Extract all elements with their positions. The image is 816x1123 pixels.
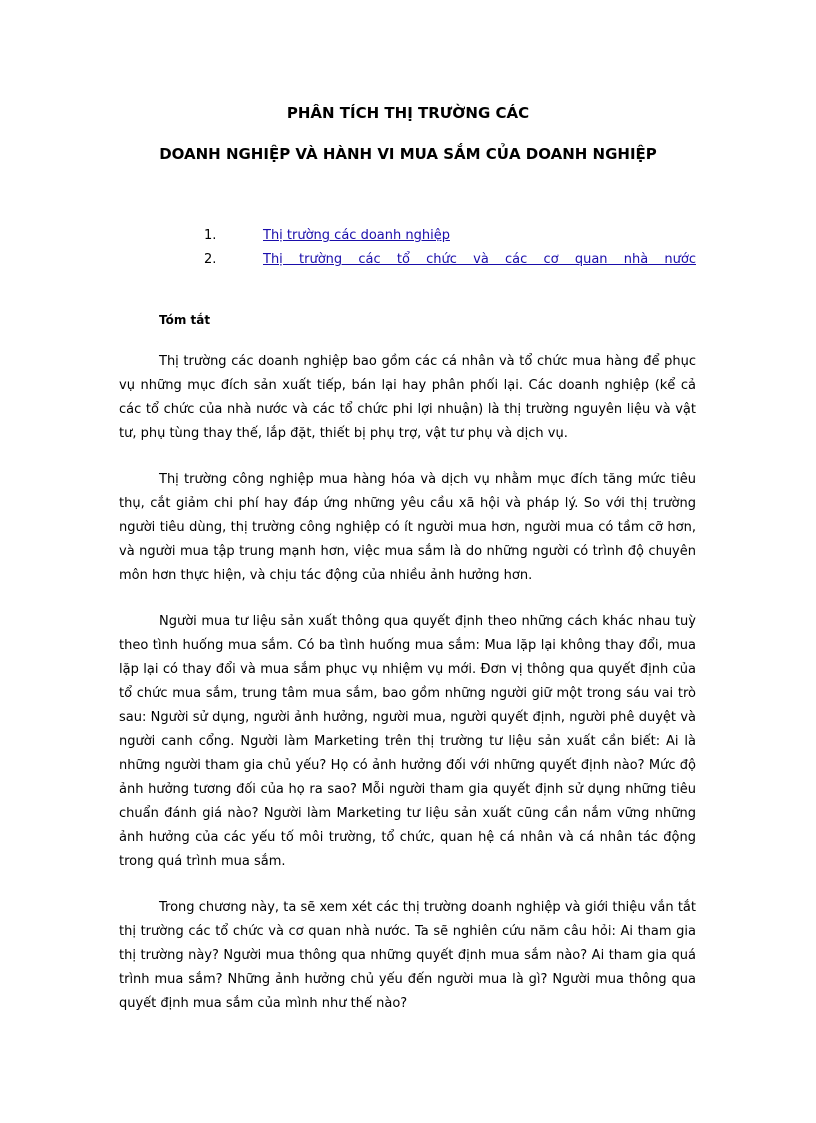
paragraph-2: Thị trường công nghiệp mua hàng hóa và dịch vụ nhằm mục đích tăng mức tiêu thụ, cắt giảm chi phí hay đáp ứng những yêu cầu xã hội và pháp lý. So với thị trường người tiêu dùng, thị trường công nghiệp có ít người mua hơn, người mua có tầm cỡ hơn, và người mua tập trung mạnh hơn, việc mua sắm là do những người có trình độ chuyên môn hơn thực hiện, và chịu tác động của nhiều ảnh hưởng hơn. <box>119 472 696 583</box>
toc-item-2 <box>204 252 696 276</box>
paragraph-3: Người mua tư liệu sản xuất thông qua quyết định theo những cách khác nhau tuỳ theo tình huống mua sắm. Có ba tình huống mua sắm: Mua lặp lại không thay đổi, mua lặp lại có thay đổi và mua sắm phục vụ nhiệm vụ mới. Đơn vị thông qua quyết định của tổ chức mua sắm, trung tâm mua sắm, bao gồm những người giữ một trong sáu vai trò sau: Người sử dụng, người ảnh hưởng, người mua, người quyết định, người phê duyệt và người canh cổng. Người làm Marketing trên thị trường tư liệu sản xuất cần biết: Ai là những người tham gia chủ yếu? Họ có ảnh hưởng đối với những quyết định nào? Mức độ ảnh hưởng tương đối của họ ra sao? Mỗi người tham gia quyết định sử dụng những tiêu chuẩn đánh giá nào? Người làm Marketing tư liệu sản xuất cũng cần nắm vững những ảnh hưởng của các yếu tố môi trường, tổ chức, quan hệ cá nhân và cá nhân tác động trong quá trình mua sắm. <box>119 614 696 869</box>
toc-link-business-markets[interactable]: Thị trường các doanh nghiệp <box>263 228 450 243</box>
page-title-line-2: DOANH NGHIỆP VÀ HÀNH VI MUA SẮM CỦA DOANH NGHIỆP <box>159 145 657 163</box>
toc-item-1 <box>204 228 696 252</box>
table-of-contents <box>204 228 696 276</box>
toc-link-institutional-government-markets[interactable]: Thị trường các tổ chức và các cơ quan nhà nước <box>263 252 696 267</box>
paragraph-1: Thị trường các doanh nghiệp bao gồm các cá nhân và tổ chức mua hàng để phục vụ những mục đích sản xuất tiếp, bán lại hay phân phối lại. Các doanh nghiệp (kể cả các tổ chức của nhà nước và các tổ chức phi lợi nhuận) là thị trường nguyên liệu và vật tư, phụ tùng thay thế, lắp đặt, thiết bị phụ trợ, vật tư phụ và dịch vụ. <box>119 354 696 441</box>
summary-heading: Tóm tắt <box>159 313 211 327</box>
toc-number: 1. <box>204 228 217 243</box>
toc-number: 2. <box>204 252 217 267</box>
page-title-line-1: PHÂN TÍCH THỊ TRƯỜNG CÁC <box>286 104 530 122</box>
paragraph-4: Trong chương này, ta sẽ xem xét các thị trường doanh nghiệp và giới thiệu vắn tắt thị trường các tổ chức và cơ quan nhà nước. Ta sẽ nghiên cứu năm câu hỏi: Ai tham gia thị trường này? Người mua thông qua những quyết định mua sắm nào? Ai tham gia quá trình mua sắm? Những ảnh hưởng chủ yếu đến người mua là gì? Người mua thông qua quyết định mua sắm của mình như thế nào? <box>119 900 696 1011</box>
